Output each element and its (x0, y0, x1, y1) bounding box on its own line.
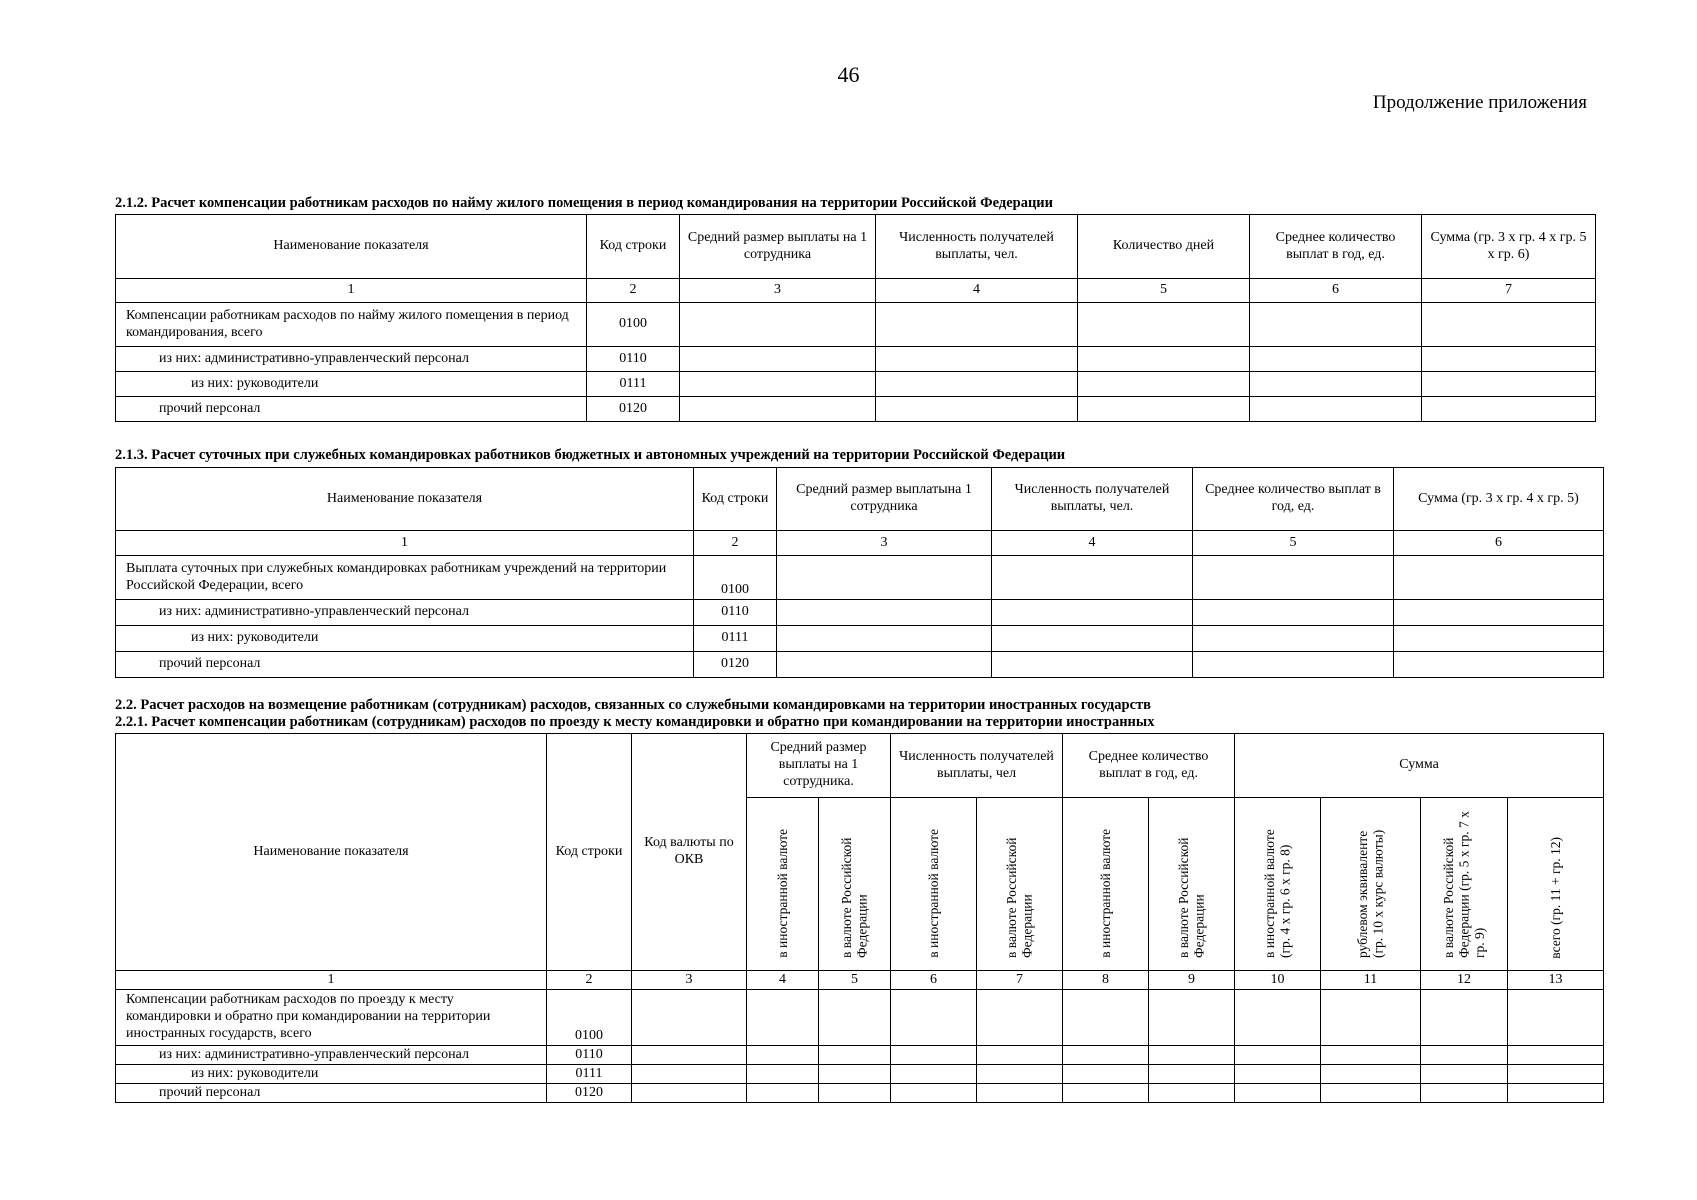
input-cell[interactable] (1235, 1084, 1321, 1103)
col-header: Численность получателей выплаты, чел. (876, 215, 1078, 279)
input-cell[interactable] (1321, 990, 1421, 1046)
col-header: Код валюты по ОКВ (632, 734, 747, 971)
continuation-label: Продолжение приложения (1372, 92, 1587, 113)
input-cell[interactable] (1422, 372, 1596, 397)
col-header: Среднее количество выплат в год, ед. (1250, 215, 1422, 279)
input-cell[interactable] (777, 626, 992, 652)
input-cell[interactable] (1394, 556, 1604, 600)
col-header: Средний размер выплаты на 1 сотрудника (680, 215, 876, 279)
column-number: 9 (1149, 971, 1235, 990)
col-header: Наименование показателя (116, 215, 587, 279)
column-number: 2 (587, 279, 680, 303)
col-header (1235, 798, 1321, 971)
row-code: 0100 (694, 556, 777, 600)
table-row (116, 397, 1596, 422)
input-cell[interactable] (1063, 1084, 1149, 1103)
col-header (1421, 798, 1508, 971)
column-number: 12 (1421, 971, 1508, 990)
vertical-text: в иностранной валюте (774, 829, 790, 959)
input-cell[interactable] (680, 347, 876, 372)
col-header (819, 798, 891, 971)
header-row (116, 468, 1604, 531)
input-cell[interactable] (1508, 990, 1604, 1046)
table-2-1-2 (115, 214, 1596, 422)
input-cell[interactable] (1078, 397, 1250, 422)
column-number: 8 (1063, 971, 1149, 990)
col-header: Код строки (587, 215, 680, 279)
row-label: из них: административно-управленческий персонал (116, 347, 587, 372)
input-cell[interactable] (1321, 1046, 1421, 1065)
table-row (116, 556, 1604, 600)
vertical-text: в валюте Российской Федерации (1176, 837, 1207, 959)
input-cell[interactable] (1421, 1084, 1508, 1103)
col-header: Сумма (гр. 3 х гр. 4 х гр. 5 х гр. 6) (1422, 215, 1596, 279)
input-cell[interactable] (777, 652, 992, 678)
input-cell[interactable] (1235, 1046, 1321, 1065)
vertical-text: в иностранной валюте (гр. 4 х гр. 6 х гр. 8) (1262, 829, 1293, 959)
row-label: из них: административно-управленческий персонал (116, 1046, 547, 1065)
input-cell[interactable] (777, 556, 992, 600)
input-cell[interactable] (1149, 1046, 1235, 1065)
header-row (116, 215, 1596, 279)
section-title-2-1-3: 2.1.3. Расчет суточных при служебных командировках работников бюджетных и автономных учреждений на территории Российской Федерации (115, 447, 1066, 463)
column-number: 6 (1394, 531, 1604, 556)
section-title-2-2-1: 2.2.1. Расчет компенсации работникам (сотрудникам) расходов по проезду к месту командировки и обратно при командировании на территории иностранных (115, 714, 1155, 730)
table-row (116, 372, 1596, 397)
column-number: 5 (1078, 279, 1250, 303)
vertical-text: рублевом эквиваленте (гр. 10 х курс валюты) (1355, 830, 1386, 959)
col-header: Наименование показателя (116, 468, 694, 531)
column-number-row (116, 971, 1604, 990)
column-number: 5 (819, 971, 891, 990)
input-cell[interactable] (819, 1046, 891, 1065)
input-cell[interactable] (819, 990, 891, 1046)
input-cell[interactable] (977, 1065, 1063, 1084)
input-cell[interactable] (680, 303, 876, 347)
input-cell[interactable] (992, 652, 1193, 678)
input-cell[interactable] (1422, 303, 1596, 347)
input-cell[interactable] (632, 1065, 747, 1084)
input-cell[interactable] (876, 303, 1078, 347)
input-cell[interactable] (977, 1084, 1063, 1103)
input-cell[interactable] (1394, 652, 1604, 678)
input-cell[interactable] (819, 1084, 891, 1103)
input-cell[interactable] (1421, 1046, 1508, 1065)
row-code: 0110 (547, 1046, 632, 1065)
input-cell[interactable] (891, 1084, 977, 1103)
input-cell[interactable] (1235, 1065, 1321, 1084)
input-cell[interactable] (1250, 347, 1422, 372)
input-cell[interactable] (777, 600, 992, 626)
row-code: 0120 (547, 1084, 632, 1103)
input-cell[interactable] (1149, 1084, 1235, 1103)
column-number: 2 (547, 971, 632, 990)
column-number: 4 (992, 531, 1193, 556)
vertical-text: в иностранной валюте (1097, 829, 1113, 959)
table-row (116, 600, 1604, 626)
input-cell[interactable] (747, 1065, 819, 1084)
section-title-2-2: 2.2. Расчет расходов на возмещение работникам (сотрудникам) расходов, связанных со служебными командировками на территории иностранных государств (115, 697, 1151, 713)
column-number: 1 (116, 531, 694, 556)
col-header: Количество дней (1078, 215, 1250, 279)
col-header: Наименование показателя (116, 734, 547, 971)
input-cell[interactable] (1193, 626, 1394, 652)
page-number: 46 (837, 62, 860, 87)
input-cell[interactable] (1149, 1065, 1235, 1084)
input-cell[interactable] (1321, 1084, 1421, 1103)
col-header (891, 798, 977, 971)
input-cell[interactable] (1193, 600, 1394, 626)
col-group-header: Средний размер выплаты на 1 сотрудника. (747, 734, 891, 798)
row-code: 0100 (587, 303, 680, 347)
row-label: из них: руководители (116, 1065, 547, 1084)
input-cell[interactable] (1508, 1065, 1604, 1084)
table-row (116, 347, 1596, 372)
input-cell[interactable] (1508, 1084, 1604, 1103)
section-title-2-1-2: 2.1.2. Расчет компенсации работникам расходов по найму жилого помещения в период командирования на территории Российской Федерации (115, 195, 1054, 211)
input-cell[interactable] (977, 990, 1063, 1046)
column-number: 6 (1250, 279, 1422, 303)
row-label: Компенсации работникам расходов по проезду к месту командировки и обратно при командировании на территории иностранных государств, всего (116, 990, 547, 1046)
input-cell[interactable] (992, 600, 1193, 626)
input-cell[interactable] (1149, 990, 1235, 1046)
col-header (1063, 798, 1149, 971)
column-number-row (116, 531, 1604, 556)
input-cell[interactable] (891, 990, 977, 1046)
input-cell[interactable] (1421, 1065, 1508, 1084)
header-row-1 (116, 734, 1604, 798)
row-label: из них: административно-управленческий персонал (116, 600, 694, 626)
input-cell[interactable] (1235, 990, 1321, 1046)
table-row (116, 652, 1604, 678)
vertical-text: в иностранной валюте (925, 829, 941, 959)
col-header (747, 798, 819, 971)
column-number: 7 (977, 971, 1063, 990)
col-header: Код строки (694, 468, 777, 531)
col-group-header: Среднее количество выплат в год, ед. (1063, 734, 1235, 798)
col-header: Среднее количество выплат в год, ед. (1193, 468, 1394, 531)
table-2-1-3 (115, 467, 1604, 678)
input-cell[interactable] (747, 1046, 819, 1065)
input-cell[interactable] (992, 556, 1193, 600)
input-cell[interactable] (632, 990, 747, 1046)
row-code: 0111 (547, 1065, 632, 1084)
row-code: 0120 (694, 652, 777, 678)
vertical-text: в валюте Российской Федерации (гр. 5 х гр. 7 х гр. 9) (1440, 811, 1487, 959)
input-cell[interactable] (1394, 600, 1604, 626)
input-cell[interactable] (1063, 1046, 1149, 1065)
column-number: 10 (1235, 971, 1321, 990)
input-cell[interactable] (680, 372, 876, 397)
input-cell[interactable] (891, 1065, 977, 1084)
col-header (977, 798, 1063, 971)
row-label: прочий персонал (116, 1084, 547, 1103)
table-row (116, 303, 1596, 347)
row-code: 0120 (587, 397, 680, 422)
input-cell[interactable] (1250, 397, 1422, 422)
input-cell[interactable] (680, 397, 876, 422)
row-label: из них: руководители (116, 372, 587, 397)
input-cell[interactable] (1250, 303, 1422, 347)
vertical-text: в валюте Российской Федерации (838, 837, 870, 959)
input-cell[interactable] (1421, 990, 1508, 1046)
input-cell[interactable] (1078, 347, 1250, 372)
column-number: 4 (876, 279, 1078, 303)
column-number: 11 (1321, 971, 1421, 990)
row-code: 0111 (587, 372, 680, 397)
col-header (1321, 798, 1421, 971)
column-number: 6 (891, 971, 977, 990)
input-cell[interactable] (1422, 397, 1596, 422)
column-number: 5 (1193, 531, 1394, 556)
table-row (116, 626, 1604, 652)
column-number: 1 (116, 971, 547, 990)
input-cell[interactable] (891, 1046, 977, 1065)
input-cell[interactable] (632, 1046, 747, 1065)
column-number: 3 (777, 531, 992, 556)
row-label: прочий персонал (116, 652, 694, 678)
input-cell[interactable] (747, 990, 819, 1046)
table-2-2-1 (115, 733, 1604, 1103)
column-number: 13 (1508, 971, 1604, 990)
row-label: Выплата суточных при служебных командировках работникам учреждений на территории Российской Федерации, всего (116, 556, 694, 600)
input-cell[interactable] (977, 1046, 1063, 1065)
table-row (116, 1084, 1604, 1103)
input-cell[interactable] (876, 397, 1078, 422)
input-cell[interactable] (632, 1084, 747, 1103)
col-header (1149, 798, 1235, 971)
vertical-text: всего (гр. 11 + гр. 12) (1547, 836, 1563, 959)
column-number: 2 (694, 531, 777, 556)
input-cell[interactable] (1193, 556, 1394, 600)
col-header: Код строки (547, 734, 632, 971)
row-label: из них: руководители (116, 626, 694, 652)
col-group-header: Численность получателей выплаты, чел (891, 734, 1063, 798)
row-code: 0110 (694, 600, 777, 626)
input-cell[interactable] (1422, 347, 1596, 372)
column-number: 1 (116, 279, 587, 303)
row-code: 0110 (587, 347, 680, 372)
col-header: Численность получателей выплаты, чел. (992, 468, 1193, 531)
row-code: 0100 (547, 990, 632, 1046)
column-number: 4 (747, 971, 819, 990)
input-cell[interactable] (876, 347, 1078, 372)
input-cell[interactable] (1063, 990, 1149, 1046)
row-label: Компенсации работникам расходов по найму жилого помещения в период командирования, всего (116, 303, 587, 347)
col-group-header: Сумма (1235, 734, 1604, 798)
table-row (116, 1046, 1604, 1065)
input-cell[interactable] (747, 1084, 819, 1103)
table-row (116, 990, 1604, 1046)
column-number: 3 (680, 279, 876, 303)
column-number: 7 (1422, 279, 1596, 303)
col-header: Сумма (гр. 3 х гр. 4 х гр. 5) (1394, 468, 1604, 531)
col-header (1508, 798, 1604, 971)
row-code: 0111 (694, 626, 777, 652)
input-cell[interactable] (1394, 626, 1604, 652)
row-label: прочий персонал (116, 397, 587, 422)
input-cell[interactable] (1078, 303, 1250, 347)
input-cell[interactable] (1193, 652, 1394, 678)
vertical-text: в валюте Российской Федерации (1004, 837, 1035, 959)
input-cell[interactable] (876, 372, 1078, 397)
column-number-row (116, 279, 1596, 303)
input-cell[interactable] (819, 1065, 891, 1084)
input-cell[interactable] (1078, 372, 1250, 397)
table-row (116, 1065, 1604, 1084)
input-cell[interactable] (992, 626, 1193, 652)
input-cell[interactable] (1063, 1065, 1149, 1084)
column-number: 3 (632, 971, 747, 990)
input-cell[interactable] (1508, 1046, 1604, 1065)
input-cell[interactable] (1321, 1065, 1421, 1084)
col-header: Средний размер выплатына 1 сотрудника (777, 468, 992, 531)
input-cell[interactable] (1250, 372, 1422, 397)
